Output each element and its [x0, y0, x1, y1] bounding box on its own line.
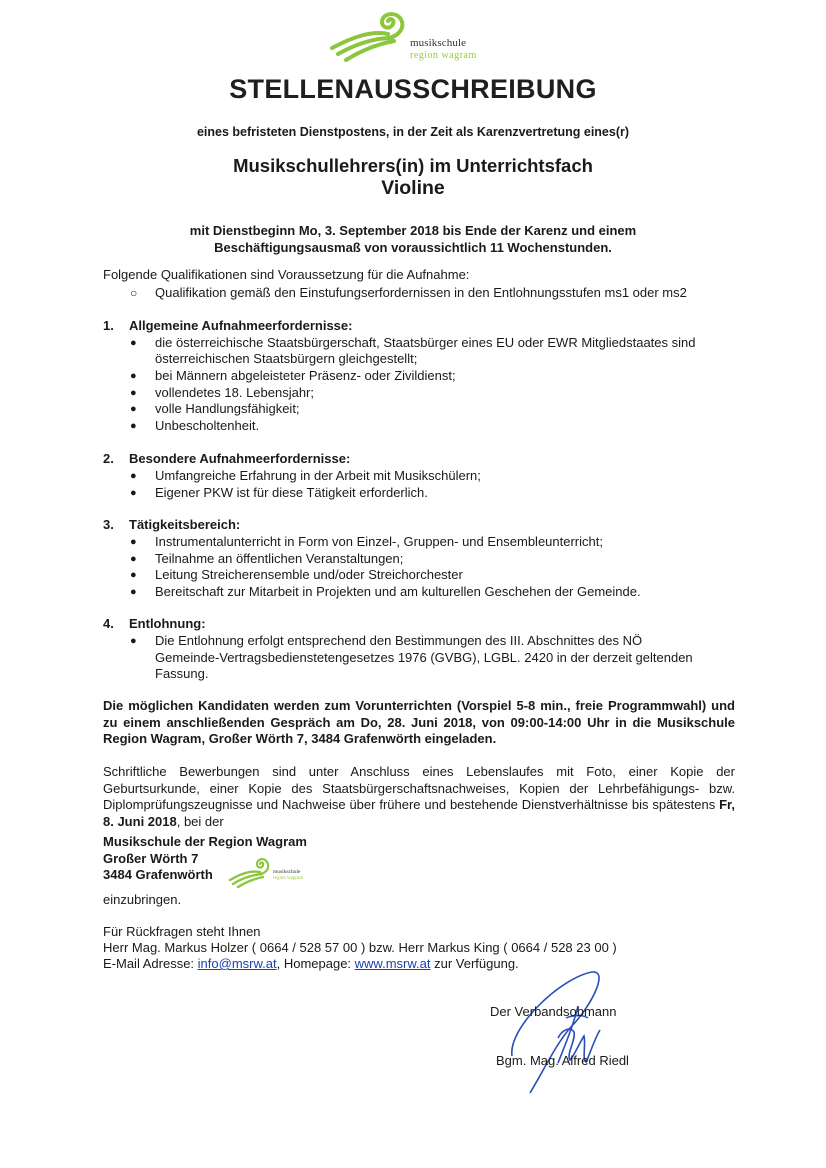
list-item-continuation: österreichischen Staatsbürgern gleichgestellt;: [155, 351, 418, 366]
application-deadline: Fr, 8. Juni 2018: [103, 797, 735, 829]
email-label: E-Mail Adresse:: [103, 956, 198, 971]
bullet-icon: ●: [130, 536, 137, 548]
section-number: 4.: [103, 616, 114, 631]
contact-intro: Für Rückfragen steht Ihnen: [103, 924, 261, 939]
list-item: Leitung Streicherensemble und/oder Streichorchester: [155, 567, 463, 582]
application-text: Schriftliche Bewerbungen sind unter Anschluss eines Lebenslaufes mit Foto, einer Kopie der Geburtsurkunde, einer Kopie des Staatsbürgerschaftsnachweises, Kopien der Lehrbefähigungs- bzw. Diplomprüfungszeugnisse und Nachweise über frühere und bestehende Dienstverhältnisse bis spätestens: [103, 764, 735, 812]
contact-persons: Herr Mag. Markus Holzer ( 0664 / 528 57 00 ) bzw. Herr Markus King ( 0664 / 528 23 00 ): [103, 940, 617, 955]
document-title: STELLENAUSSCHREIBUNG: [229, 74, 597, 104]
list-item: die österreichische Staatsbürgerschaft, Staatsbürger eines EU oder EWR Mitgliedstaates sind: [155, 335, 696, 350]
circle-bullet-icon: ○: [130, 286, 138, 300]
small-logo-text-line1: musikschule: [273, 869, 301, 875]
handwritten-signature-icon: [470, 968, 670, 1098]
section-number: 2.: [103, 451, 114, 466]
list-item: Eigener PKW ist für diese Tätigkeit erforderlich.: [155, 485, 428, 500]
bullet-icon: ●: [130, 635, 137, 647]
homepage-link[interactable]: www.msrw.at: [354, 956, 431, 971]
small-school-logo: [228, 854, 328, 888]
bullet-icon: ●: [130, 487, 137, 499]
address-line-2: Großer Wörth 7: [103, 850, 199, 866]
start-date-info: [0, 222, 826, 256]
section-heading: Tätigkeitsbereich:: [129, 517, 241, 532]
bullet-icon: ●: [130, 337, 137, 349]
qualifications-intro: Folgende Qualifikationen sind Voraussetzung für die Aufnahme:: [103, 267, 470, 282]
email-link[interactable]: info@msrw.at: [197, 956, 277, 971]
swirl-logo-icon: [326, 8, 410, 64]
bullet-icon: ●: [130, 387, 137, 399]
list-item-continuation: Gemeinde-Vertragsbedienstetengesetzes 1976 (GVBG), LGBL. 2420 in der derzeit geltenden: [155, 650, 693, 665]
document-subtitle: eines befristeten Dienstpostens, in der Zeit als Karenzvertretung eines(r): [196, 125, 630, 139]
list-item: Teilnahme an öffentlichen Veranstaltungen;: [155, 551, 404, 566]
bullet-icon: ●: [130, 420, 137, 432]
subject-line-1: Musikschullehrers(in) im Unterrichtsfach: [233, 155, 593, 176]
logo-text-line1: musikschule: [410, 37, 467, 49]
list-item: Die Entlohnung erfolgt entsprechend den Bestimmungen des III. Abschnittes des NÖ: [155, 633, 643, 648]
section-heading: Besondere Aufnahmeerfordernisse:: [129, 451, 351, 466]
homepage-label: , Homepage:: [276, 956, 355, 971]
bullet-icon: ●: [130, 586, 137, 598]
contact-links: [103, 956, 519, 973]
bullet-icon: ●: [130, 370, 137, 382]
section-heading: Entlohnung:: [129, 616, 206, 631]
list-item: Umfangreiche Erfahrung in der Arbeit mit Musikschülern;: [155, 468, 481, 483]
small-logo-text-line2: region wagram: [273, 876, 304, 881]
list-item: volle Handlungsfähigkeit;: [155, 401, 300, 416]
application-suffix: , bei der: [176, 813, 224, 829]
start-line-2: Beschäftigungsausmaß von voraussichtlich 11 Wochenstunden.: [214, 240, 612, 255]
qualification-item: Qualifikation gemäß den Einstufungserfordernissen in den Entlohnungsstufen ms1 oder ms2: [155, 285, 687, 300]
position-subject: [0, 155, 826, 199]
section-number: 3.: [103, 517, 114, 532]
logo-text-line2: region wagram: [410, 50, 477, 61]
address-line-1: Musikschule der Region Wagram: [103, 834, 307, 849]
bullet-icon: ●: [130, 403, 137, 415]
subject-instrument: Violine: [381, 177, 445, 199]
invitation-paragraph: Die möglichen Kandidaten werden zum Vorunterrichten (Vorspiel 5-8 min., freie Programmwahl) und zu einem anschließenden Gespräch am Do, 28. Juni 2018, von 09:00-14:00 Uhr in die Musikschule Region Wagram, Großer Wörth 7, 3484 Grafenwörth eingeladen.: [103, 698, 735, 746]
list-item: Bereitschaft zur Mitarbeit in Projekten und am kulturellen Geschehen der Gemeinde.: [155, 584, 641, 599]
list-item-continuation: Fassung.: [155, 666, 209, 681]
school-logo: [326, 8, 486, 64]
section-number: 1.: [103, 318, 114, 333]
list-item: Instrumentalunterricht in Form von Einzel-, Gruppen- und Ensembleunterricht;: [155, 534, 603, 549]
signatory-role: Der Verbandsobmann: [490, 1004, 617, 1019]
start-line-1: mit Dienstbeginn Mo, 3. September 2018 bis Ende der Karenz und einem: [189, 223, 637, 238]
application-paragraph: [103, 764, 735, 830]
address-line-3: 3484 Grafenwörth: [103, 867, 213, 882]
list-item: bei Männern abgeleisteter Präsenz- oder Zivildienst;: [155, 368, 456, 383]
bullet-icon: ●: [130, 470, 137, 482]
list-item: vollendetes 18. Lebensjahr;: [155, 385, 315, 400]
bullet-icon: ●: [130, 553, 137, 565]
signatory-name: Bgm. Mag. Alfred Riedl: [496, 1053, 629, 1068]
section-heading: Allgemeine Aufnahmeerfordernisse:: [129, 318, 353, 333]
contact-suffix: zur Verfügung.: [430, 956, 519, 971]
signature-block: [470, 968, 670, 1098]
submission-closing: einzubringen.: [103, 892, 182, 907]
bullet-icon: ●: [130, 569, 137, 581]
list-item: Unbescholtenheit.: [155, 418, 260, 433]
swirl-logo-icon: [228, 854, 272, 888]
